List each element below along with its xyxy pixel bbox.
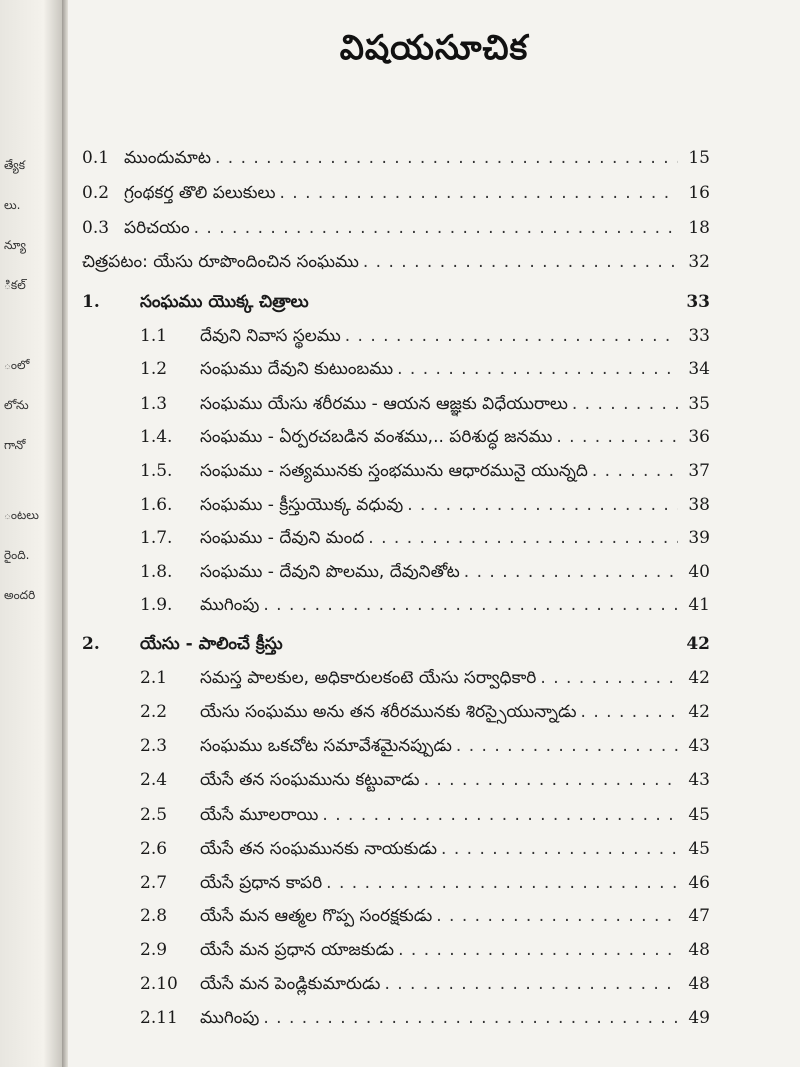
toc-entry-number: 0.2 <box>82 183 110 203</box>
toc-entry-title: సంఘము - సత్యమునకు స్తంభమును ఆధారమునై యున్నది <box>200 461 588 481</box>
toc-entry-number: 2.11 <box>140 1008 178 1028</box>
toc-leader-dots <box>592 461 678 481</box>
toc-page-number: 16 <box>688 183 710 203</box>
toc-entry <box>82 183 710 213</box>
toc-page-number: 43 <box>688 770 710 790</box>
toc-leader-dots <box>326 873 678 893</box>
toc-entry-title: ముగింపు <box>200 1008 260 1028</box>
toc-page-number: 35 <box>688 394 710 414</box>
toc-entry-number: 2.8 <box>140 906 168 926</box>
toc-entry-number: 1.2 <box>140 359 168 379</box>
toc-section-heading <box>82 292 710 322</box>
toc-entry-title: సంఘము - దేవుని మంద <box>200 528 365 548</box>
toc-page-number: 45 <box>688 805 710 825</box>
toc-leader-dots <box>263 1008 678 1028</box>
toc-entry-title: యేసే ప్రధాన కాపరి <box>200 873 323 893</box>
toc-entry <box>82 940 710 970</box>
toc-entry <box>82 394 710 424</box>
toc-entry-title: ముగింపు <box>200 595 260 615</box>
toc-page-number: 49 <box>688 1008 710 1028</box>
toc-page-number: 42 <box>686 634 710 654</box>
toc-entry <box>82 736 710 766</box>
toc-leader-dots <box>572 394 678 414</box>
toc-leader-dots <box>363 252 678 272</box>
toc-entry-title: యేసే తన సంఘమును కట్టువాడు <box>200 770 420 790</box>
toc-entry-title: యేసే తన సంఘమునకు నాయకుడు <box>200 839 438 859</box>
toc-entry-title: సంఘము యొక్క చిత్రాలు <box>140 292 309 312</box>
toc-page-number: 48 <box>688 974 710 994</box>
toc-leader-dots <box>194 218 678 238</box>
toc-page-number: 33 <box>686 292 710 312</box>
left-page-text-fragment: ంలో <box>4 358 30 372</box>
left-page-text-fragment: న్యూ <box>4 238 26 252</box>
toc-page-number: 46 <box>688 873 710 893</box>
toc-page <box>68 0 800 1067</box>
left-page-text-fragment: ికల్ <box>4 278 26 292</box>
toc-leader-dots <box>456 736 678 756</box>
left-page-text-fragment: త్యేక <box>4 158 26 172</box>
toc-entry-title: సమస్త పాలకుల, అధికారులకంటె యేసు సర్వాధికారి <box>200 668 537 688</box>
toc-leader-dots <box>322 805 678 825</box>
toc-entry-number: 1.3 <box>140 394 168 414</box>
toc-entry-number: 2.9 <box>140 940 168 960</box>
toc-entry-title: గ్రంథకర్త తొలి పలుకులు <box>124 183 276 203</box>
toc-entry <box>82 805 710 835</box>
toc-entry <box>82 770 710 800</box>
toc-entry-title: సంఘము ఒకచోట సమావేశమైనప్పుడు <box>200 736 452 756</box>
toc-leader-dots <box>398 940 678 960</box>
toc-entry <box>82 839 710 869</box>
toc-entry <box>82 1008 710 1038</box>
left-page-text-fragment: రైంది. <box>4 548 30 562</box>
toc-entry-title: యేసే మన పెండ్లికుమారుడు <box>200 974 381 994</box>
toc-entry <box>82 252 710 282</box>
toc-page-number: 43 <box>688 736 710 756</box>
toc-leader-dots <box>263 595 678 615</box>
toc-entry <box>82 562 710 592</box>
toc-leader-dots <box>441 839 678 859</box>
toc-page-number: 45 <box>688 839 710 859</box>
toc-page-number: 18 <box>688 218 710 238</box>
toc-entry-number: 1.1 <box>140 326 168 346</box>
toc-page-number: 42 <box>688 668 710 688</box>
toc-entry <box>82 461 710 491</box>
toc-entry-number: 2.7 <box>140 873 168 893</box>
toc-entry-title: పరిచయం <box>124 218 190 238</box>
toc-entry-number: 1.6. <box>140 495 173 515</box>
toc-entry-number: 0.1 <box>82 148 110 168</box>
toc-page-number: 47 <box>688 906 710 926</box>
toc-entry-number: 2.2 <box>140 702 168 722</box>
toc-leader-dots <box>581 702 678 722</box>
toc-entry-number: 2.4 <box>140 770 168 790</box>
toc-entry <box>82 528 710 558</box>
left-page-text-fragment: లోను <box>4 398 29 412</box>
toc-page-number: 39 <box>688 528 710 548</box>
toc-page-number: 41 <box>688 595 710 615</box>
toc-entry-number: 1. <box>82 292 100 312</box>
toc-leader-dots <box>215 148 678 168</box>
toc-entry-title: చిత్రపటం: యేసు రూపొందించిన సంఘము <box>82 252 359 272</box>
toc-entry-title: సంఘము దేవుని కుటుంబము <box>200 359 394 379</box>
toc-page-number: 48 <box>688 940 710 960</box>
toc-entry <box>82 668 710 698</box>
toc-entry <box>82 427 710 457</box>
left-page-text-fragment: లు. <box>4 198 21 212</box>
toc-entry-title: యేసే మన ప్రధాన యాజకుడు <box>200 940 395 960</box>
toc-section-heading <box>82 634 710 664</box>
toc-entry-number: 2.6 <box>140 839 168 859</box>
toc-entry-number: 1.7. <box>140 528 173 548</box>
toc-entry-number: 2. <box>82 634 100 654</box>
toc-entry-title: సంఘము యేసు శరీరము - ఆయన ఆజ్ఞకు విధేయురాలు <box>200 394 568 414</box>
toc-entry-title: సంఘము - ఏర్పరచబడిన వంశము,.. పరిశుద్ధ జనము <box>200 427 553 447</box>
toc-page-number: 38 <box>688 495 710 515</box>
toc-entry <box>82 702 710 732</box>
toc-entry-title: సంఘము - దేవుని పొలము, దేవునితోట <box>200 562 460 582</box>
toc-entry-number: 2.5 <box>140 805 168 825</box>
toc-entry <box>82 595 710 625</box>
left-page-text-fragment: ంటలు <box>4 508 39 522</box>
page-title: విషయసూచిక <box>339 28 529 68</box>
toc-entry-title: ముందుమాట <box>124 148 211 168</box>
toc-entry <box>82 495 710 525</box>
toc-leader-dots <box>345 326 678 346</box>
left-page-text-fragment: అందరి <box>4 588 36 602</box>
toc-entry-title: సంఘము - క్రీస్తుయొక్క వధువు <box>200 495 404 515</box>
left-page-edge <box>0 0 62 1067</box>
toc-page-number: 36 <box>688 427 710 447</box>
toc-entry-title: యేసే మన ఆత్మల గొప్ప సంరక్షకుడు <box>200 906 433 926</box>
toc-leader-dots <box>279 183 678 203</box>
toc-leader-dots <box>464 562 678 582</box>
toc-page-number: 40 <box>688 562 710 582</box>
toc-entry-title: దేవుని నివాస స్థలము <box>200 326 341 346</box>
toc-entry-number: 1.4. <box>140 427 173 447</box>
toc-page-number: 42 <box>688 702 710 722</box>
toc-entry <box>82 359 710 389</box>
toc-leader-dots <box>540 668 678 688</box>
toc-leader-dots <box>384 974 678 994</box>
toc-entry-title: యేసు - పాలించే క్రీస్తు <box>140 634 283 654</box>
toc-page-number: 33 <box>688 326 710 346</box>
toc-entry-title: యేసు సంఘము అను తన శరీరమునకు శిరస్సైయున్నాడు <box>200 702 577 722</box>
toc-entry <box>82 148 710 178</box>
toc-page-number: 34 <box>688 359 710 379</box>
toc-entry-number: 2.10 <box>140 974 178 994</box>
toc-entry-number: 1.9. <box>140 595 173 615</box>
left-page-text-fragment: గానో <box>4 438 26 452</box>
toc-page-number: 15 <box>688 148 710 168</box>
toc-entry-number: 0.3 <box>82 218 110 238</box>
toc-leader-dots <box>368 528 678 548</box>
toc-leader-dots <box>556 427 678 447</box>
toc-leader-dots <box>424 770 678 790</box>
toc-entry <box>82 218 710 248</box>
toc-page-number: 37 <box>688 461 710 481</box>
toc-leader-dots <box>407 495 678 515</box>
toc-leader-dots <box>397 359 678 379</box>
toc-entry-number: 2.3 <box>140 736 168 756</box>
toc-entry-number: 1.5. <box>140 461 173 481</box>
toc-leader-dots <box>436 906 678 926</box>
toc-entry-number: 2.1 <box>140 668 168 688</box>
toc-entry-number: 1.8. <box>140 562 173 582</box>
toc-entry-title: యేసే మూలరాయి <box>200 805 319 825</box>
toc-entry <box>82 873 710 903</box>
toc-entry <box>82 974 710 1004</box>
toc-entry <box>82 326 710 356</box>
toc-page-number: 32 <box>688 252 710 272</box>
toc-entry <box>82 906 710 936</box>
